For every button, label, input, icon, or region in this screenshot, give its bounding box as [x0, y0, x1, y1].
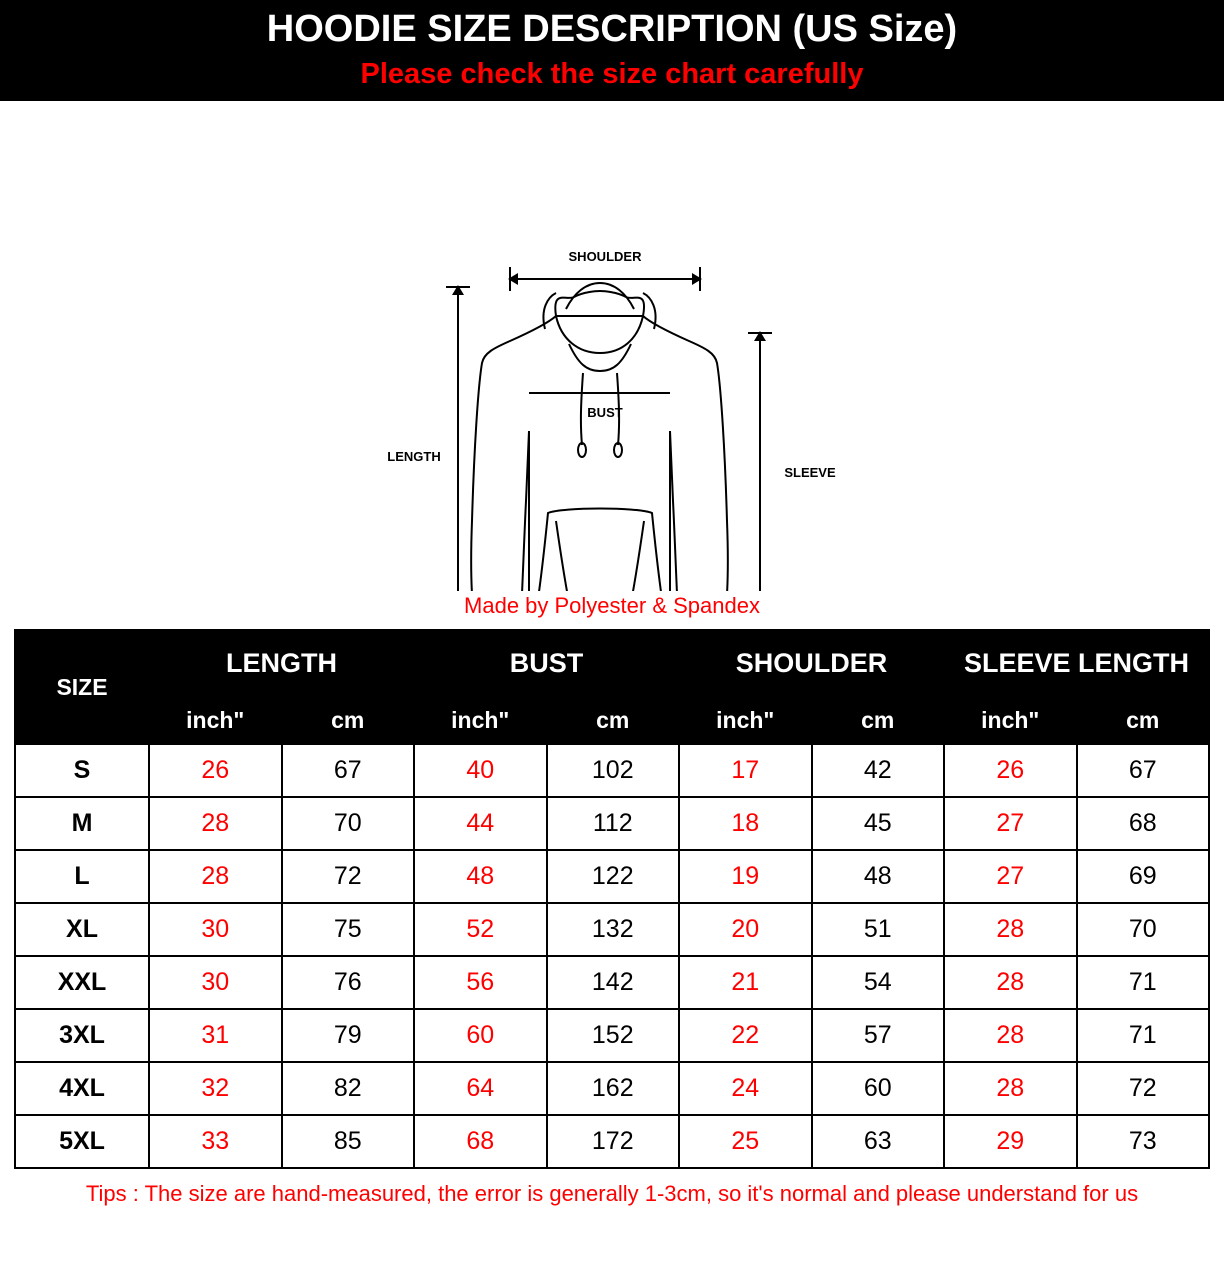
page-subtitle: Please check the size chart carefully [0, 56, 1224, 101]
unit-header-length-inch: inch" [149, 696, 282, 744]
cell-bust-cm: 122 [547, 850, 680, 903]
row-size-label: 4XL [15, 1062, 149, 1115]
cell-shoulder-inch: 17 [679, 744, 812, 797]
cell-length-cm: 79 [282, 1009, 415, 1062]
cell-length-inch: 26 [149, 744, 282, 797]
cell-bust-cm: 102 [547, 744, 680, 797]
cell-shoulder-cm: 57 [812, 1009, 945, 1062]
cell-length-inch: 28 [149, 797, 282, 850]
cell-sleeve-cm: 70 [1077, 903, 1210, 956]
row-size-label: XXL [15, 956, 149, 1009]
cell-sleeve-inch: 28 [944, 903, 1077, 956]
cell-bust-cm: 162 [547, 1062, 680, 1115]
diagram-label-sleeve: SLEEVE [784, 465, 836, 480]
column-header-length: LENGTH [149, 630, 414, 696]
cell-sleeve-cm: 73 [1077, 1115, 1210, 1168]
cell-bust-inch: 64 [414, 1062, 547, 1115]
table-row [15, 1062, 1209, 1115]
row-size-label: S [15, 744, 149, 797]
diagram-label-shoulder: SHOULDER [568, 249, 642, 264]
table-row [15, 1009, 1209, 1062]
cell-length-inch: 33 [149, 1115, 282, 1168]
cell-length-cm: 67 [282, 744, 415, 797]
cell-sleeve-inch: 29 [944, 1115, 1077, 1168]
cell-sleeve-cm: 71 [1077, 1009, 1210, 1062]
cell-shoulder-cm: 51 [812, 903, 945, 956]
unit-header-shoulder-inch: inch" [679, 696, 812, 744]
table-row [15, 1115, 1209, 1168]
cell-shoulder-cm: 54 [812, 956, 945, 1009]
cell-sleeve-cm: 71 [1077, 956, 1210, 1009]
unit-header-shoulder-cm: cm [812, 696, 945, 744]
cell-sleeve-cm: 67 [1077, 744, 1210, 797]
table-header-groups [15, 630, 1209, 696]
cell-bust-inch: 60 [414, 1009, 547, 1062]
cell-bust-inch: 44 [414, 797, 547, 850]
table-row [15, 850, 1209, 903]
cell-shoulder-cm: 42 [812, 744, 945, 797]
table-row [15, 797, 1209, 850]
tips-note: Tips : The size are hand-measured, the error is generally 1-3cm, so it's normal and please understand for us [85, 1181, 1139, 1206]
cell-length-cm: 72 [282, 850, 415, 903]
cell-bust-inch: 56 [414, 956, 547, 1009]
cell-length-cm: 76 [282, 956, 415, 1009]
cell-length-cm: 82 [282, 1062, 415, 1115]
column-header-bust: BUST [414, 630, 679, 696]
cell-bust-cm: 112 [547, 797, 680, 850]
cell-bust-cm: 142 [547, 956, 680, 1009]
diagram-label-length: LENGTH [387, 449, 441, 464]
hoodie-diagram [0, 101, 1224, 591]
column-header-sleeve-length: SLEEVE LENGTH [944, 630, 1209, 696]
cell-shoulder-cm: 63 [812, 1115, 945, 1168]
cell-sleeve-cm: 69 [1077, 850, 1210, 903]
cell-sleeve-inch: 26 [944, 744, 1077, 797]
cell-length-cm: 70 [282, 797, 415, 850]
cell-shoulder-cm: 60 [812, 1062, 945, 1115]
cell-shoulder-inch: 24 [679, 1062, 812, 1115]
table-header-units [15, 696, 1209, 744]
cell-sleeve-cm: 68 [1077, 797, 1210, 850]
row-size-label: 3XL [15, 1009, 149, 1062]
table-row [15, 903, 1209, 956]
cell-length-cm: 85 [282, 1115, 415, 1168]
cell-sleeve-inch: 28 [944, 1062, 1077, 1115]
diagram-label-bust: BUST [587, 405, 623, 420]
cell-length-cm: 75 [282, 903, 415, 956]
cell-length-inch: 30 [149, 903, 282, 956]
table-row [15, 744, 1209, 797]
unit-header-length-cm: cm [282, 696, 415, 744]
table-row [15, 956, 1209, 1009]
cell-bust-inch: 52 [414, 903, 547, 956]
cell-shoulder-inch: 22 [679, 1009, 812, 1062]
cell-length-inch: 32 [149, 1062, 282, 1115]
cell-shoulder-inch: 19 [679, 850, 812, 903]
cell-length-inch: 28 [149, 850, 282, 903]
cell-shoulder-inch: 20 [679, 903, 812, 956]
cell-length-inch: 30 [149, 956, 282, 1009]
cell-bust-inch: 40 [414, 744, 547, 797]
unit-header-bust-inch: inch" [414, 696, 547, 744]
row-size-label: 5XL [15, 1115, 149, 1168]
cell-sleeve-inch: 27 [944, 850, 1077, 903]
row-size-label: L [15, 850, 149, 903]
row-size-label: M [15, 797, 149, 850]
cell-bust-cm: 132 [547, 903, 680, 956]
material-caption: Made by Polyester & Spandex [464, 593, 760, 618]
row-size-label: XL [15, 903, 149, 956]
cell-shoulder-inch: 21 [679, 956, 812, 1009]
page-title: HOODIE SIZE DESCRIPTION (US Size) [0, 0, 1224, 56]
cell-sleeve-inch: 28 [944, 1009, 1077, 1062]
size-table [14, 629, 1210, 1169]
size-table-wrapper [0, 629, 1224, 1169]
cell-sleeve-cm: 72 [1077, 1062, 1210, 1115]
cell-length-inch: 31 [149, 1009, 282, 1062]
column-header-size: SIZE [15, 630, 149, 744]
cell-bust-cm: 172 [547, 1115, 680, 1168]
cell-shoulder-cm: 48 [812, 850, 945, 903]
column-header-shoulder: SHOULDER [679, 630, 944, 696]
cell-sleeve-inch: 28 [944, 956, 1077, 1009]
cell-bust-cm: 152 [547, 1009, 680, 1062]
cell-shoulder-inch: 25 [679, 1115, 812, 1168]
unit-header-sleeve-inch: inch" [944, 696, 1077, 744]
hoodie-illustration-svg [0, 101, 1224, 591]
cell-sleeve-inch: 27 [944, 797, 1077, 850]
cell-bust-inch: 68 [414, 1115, 547, 1168]
cell-shoulder-inch: 18 [679, 797, 812, 850]
unit-header-sleeve-cm: cm [1077, 696, 1210, 744]
cell-bust-inch: 48 [414, 850, 547, 903]
cell-shoulder-cm: 45 [812, 797, 945, 850]
unit-header-bust-cm: cm [547, 696, 680, 744]
